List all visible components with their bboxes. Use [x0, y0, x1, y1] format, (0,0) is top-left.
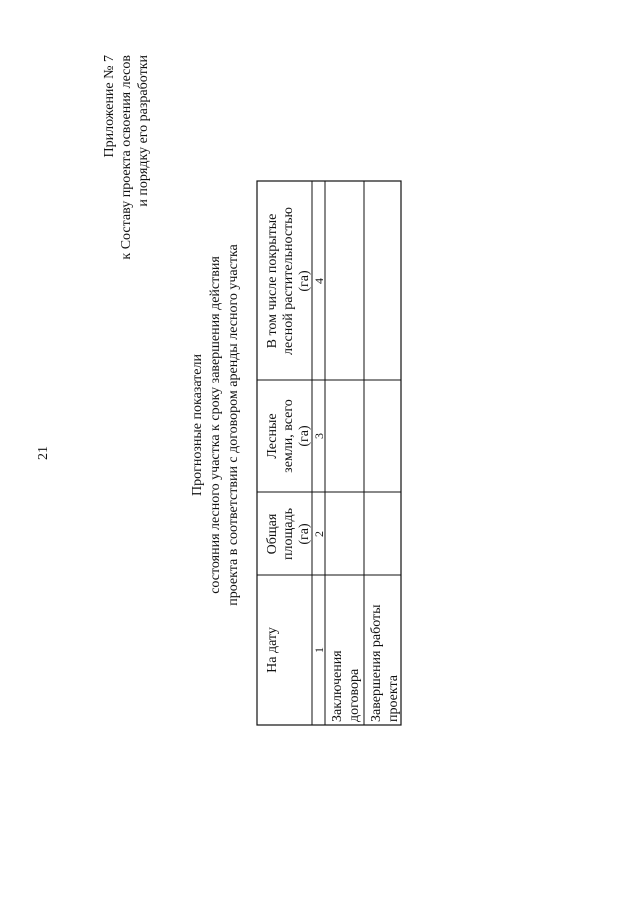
header-col3-line-2: земли, всего — [281, 399, 296, 473]
rotated-content — [36, 55, 401, 725]
header-col4-line-2: лесной растительностью — [281, 206, 296, 356]
header-col2-line-3: (га) — [297, 523, 312, 545]
header-col3-line-1: Лесные — [265, 413, 280, 459]
title-block — [190, 243, 241, 605]
header-col3-line-3: (га) — [297, 425, 312, 447]
column-number-4: 4 — [312, 278, 326, 284]
page-number: 21 — [36, 446, 51, 460]
header-col1: На дату — [265, 627, 280, 673]
header-col4-line-3: (га) — [297, 270, 312, 292]
appendix-line-3: и порядку его разработки — [136, 55, 151, 207]
row1-label-line-2: договора — [347, 668, 362, 722]
row2-label-line-1: Завершения работы — [369, 604, 384, 722]
column-number-1: 1 — [312, 647, 326, 653]
forecast-table — [257, 181, 401, 725]
title-line-1: Прогнозные показатели — [190, 354, 205, 496]
title-line-2: состояния лесного участка к сроку завершения действия — [208, 256, 223, 594]
row1-label-line-1: Заключения — [330, 650, 345, 722]
appendix-line-1: Приложение № 7 — [102, 55, 117, 158]
title-line-3: проекта в соответствии с договором аренды лесного участка — [226, 244, 241, 606]
header-col3 — [265, 399, 312, 473]
header-col4 — [265, 207, 312, 355]
header-col2-line-1: Общая — [265, 513, 280, 555]
appendix-line-2: к Составу проекта освоения лесов — [119, 55, 134, 260]
header-col2 — [265, 508, 312, 560]
table-row — [330, 650, 362, 722]
table-row — [369, 604, 401, 722]
appendix-block — [102, 55, 151, 260]
header-col4-line-1: В том числе покрытые — [265, 213, 280, 349]
header-col2-line-2: площадь — [281, 508, 296, 560]
row2-label-line-2: проекта — [386, 675, 401, 722]
column-numbers-row — [312, 278, 326, 653]
column-number-2: 2 — [312, 531, 326, 537]
column-number-3: 3 — [312, 433, 326, 439]
